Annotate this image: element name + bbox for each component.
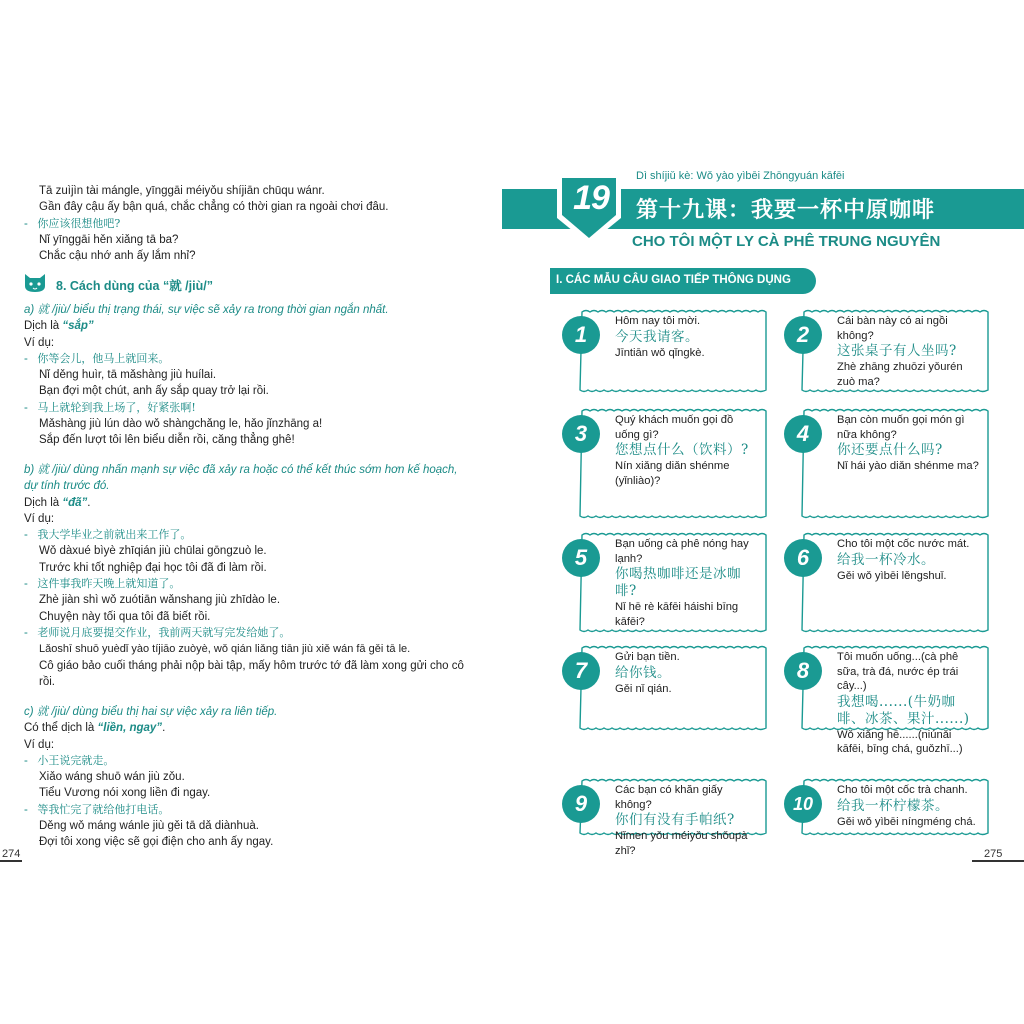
card-text [837, 314, 979, 389]
card-number-badge: 1 [562, 316, 600, 354]
phrase-card-5 [576, 531, 772, 634]
card-vietnamese: Bạn uống cà phê nóng hay lạnh? [615, 538, 749, 565]
example-chinese: 你等会儿，他马上就回来。 [37, 351, 170, 365]
card-text [615, 314, 757, 360]
card-chinese: 你们有没有手帕纸? [615, 812, 735, 828]
card-vietnamese: Quý khách muốn gọi đồ uống gì? [615, 414, 734, 441]
card-text [615, 650, 757, 696]
card-chinese: 给我一杯冷水。 [837, 551, 935, 568]
card-pinyin: Gěi wǒ yìbēi níngméng chá. [837, 815, 976, 828]
phrase-card-9 [574, 777, 772, 857]
section-c: c) 就 /jiù/ dùng biểu thị hai sự việc xảy ra liên tiếp. Có thể dịch là “liền, ngay”. Ví dụ: - 小王说完就走。 Xiǎo wáng shuō wán jiù zǒu. Tiểu Vương nói xong liền đi ngay. - 等我忙完了就给他打电话。 Děng wǒ máng wánle jiù gěi tā dǎ diànhuà. Đợi tôi xong việc sẽ gọi điện cho anh ấy ngay. [24, 704, 464, 851]
card-number-badge: 3 [562, 415, 600, 453]
cat-mascot-icon [22, 270, 48, 294]
phrase-card-8 [796, 644, 994, 755]
card-vietnamese: Các bạn có khăn giấy không? [615, 784, 723, 811]
phrase-card-10 [792, 777, 994, 837]
card-number-badge: 7 [562, 652, 600, 690]
right-page [512, 0, 1024, 1024]
phrase-card-4 [798, 407, 994, 520]
card-pinyin: Nǐmen yǒu méiyǒu shǒupà zhǐ? [615, 830, 748, 857]
lesson-pinyin-title: Dì shíjiǔ kè: Wǒ yào yìbēi Zhōngyuán kāfēi [636, 170, 845, 182]
section-b-heading: b) 就 /jiù/ dùng nhấn mạnh sự việc đã xảy ra hoặc có thể kết thúc sớm hơn kế hoạch, dự tính trước đó. [24, 464, 458, 493]
card-number-badge: 2 [784, 316, 822, 354]
card-vietnamese: Cho tôi một cốc trà chanh. [837, 784, 968, 796]
phrase-card-2 [798, 308, 994, 394]
card-number-badge: 9 [562, 785, 600, 823]
intro-translation-2: Chắc cậu nhớ anh ấy lắm nhỉ? [39, 250, 196, 263]
phrase-card-6 [798, 531, 994, 634]
card-text [615, 413, 757, 488]
lesson-number: 19 [573, 179, 609, 217]
page-rule-left [0, 860, 22, 862]
card-pinyin: Gěi nǐ qián. [615, 682, 672, 695]
card-pinyin: Wǒ xiǎng hē......(niúnǎi kāfēi, bīng chá, guǒzhī...) [837, 728, 963, 755]
card-pinyin: Gěi wǒ yìbēi lěngshuǐ. [837, 569, 947, 582]
card-chinese: 您想点什么（饮料）? [615, 442, 749, 458]
card-chinese: 给你钱。 [615, 664, 671, 681]
card-vietnamese: Tôi muốn uống...(cà phê sữa, trà đá, nước ép trái cây...) [837, 651, 959, 692]
intro-translation: Gần đây cậu ấy bận quá, chắc chẳng có thời gian ra ngoài chơi đâu. [39, 201, 389, 214]
intro-pinyin: Tā zuìjìn tài mánglе, yīnggāi méiyǒu shíjiān chūqu wánr. [39, 185, 325, 197]
card-vietnamese: Cái bàn này có ai ngồi không? [837, 315, 948, 342]
section-tab-title: I. CÁC MẪU CÂU GIAO TIẾP THÔNG DỤNG [556, 274, 791, 286]
page-number-left: 274 [2, 848, 21, 860]
page-rule-right [972, 860, 1024, 862]
card-vietnamese: Cho tôi một cốc nước mát. [837, 538, 970, 550]
card-number-badge: 10 [784, 785, 822, 823]
section-a-heading: a) 就 /jiù/ biểu thị trạng thái, sự việc sẽ xảy ra trong thời gian ngắn nhất. [24, 304, 389, 316]
card-pinyin: Jīntiān wǒ qǐngkè. [615, 346, 705, 359]
card-chinese: 你喝热咖啡还是冰咖啡? [615, 566, 741, 599]
translation-word-da: “đã” [62, 496, 88, 509]
card-vietnamese: Bạn còn muốn gọi món gì nữa không? [837, 414, 965, 441]
section-8-heading [22, 270, 422, 296]
card-chinese: 给我一杯柠檬茶。 [837, 797, 949, 814]
phrase-card-3 [576, 407, 772, 520]
phrase-card-1 [576, 308, 772, 394]
example-chinese: 这件事我昨天晚上就知道了。 [37, 577, 181, 591]
page-number-right: 275 [984, 848, 1003, 860]
example-chinese: 马上就轮到我上场了，好紧张啊! [37, 400, 196, 414]
card-text [615, 537, 757, 629]
card-text [837, 783, 979, 829]
section-c-heading: c) 就 /jiù/ dùng biểu thị hai sự việc xảy ra liên tiếp. [24, 706, 278, 718]
card-pinyin: Nǐ hē rè kāfēi háishi bīng kāfēi? [615, 601, 739, 628]
card-vietnamese: Hôm nay tôi mời. [615, 315, 701, 327]
example-chinese: 老师说月底要提交作业，我前两天就写完发给她了。 [37, 625, 291, 639]
card-text [615, 783, 757, 858]
card-text [837, 650, 979, 757]
phrase-card-7 [576, 644, 772, 732]
example-chinese: 小王说完就走。 [37, 753, 115, 767]
translation-word-sap: “sắp” [62, 320, 94, 333]
card-number-badge: 6 [784, 539, 822, 577]
lesson-vietnamese-title: CHO TÔI MỘT LY CÀ PHÊ TRUNG NGUYÊN [632, 233, 941, 250]
example-chinese: 我大学毕业之前就出来工作了。 [37, 528, 192, 542]
card-vietnamese: Gửi bạn tiền. [615, 651, 680, 663]
card-text [837, 413, 979, 474]
card-chinese: 你还要点什么吗? [837, 442, 943, 458]
card-pinyin: Zhè zhāng zhuōzi yǒurén zuò ma? [837, 361, 963, 388]
intro-block: Tā zuìjìn tài mánglе, yīnggāi méiyǒu shíjiān chūqu wánr. Gần đây cậu ấy bận quá, chắc chẳng có thời gian ra ngoài chơi đâu. - 你应该很想他吧? Nǐ yīnggāi hěn xiǎng tā ba? Chắc cậu nhớ anh ấy lắm nhỉ? [24, 183, 464, 264]
card-chinese: 今天我请客。 [615, 328, 699, 345]
intro-chinese: 你应该很想他吧? [37, 216, 121, 230]
card-pinyin: Nín xiǎng diǎn shénme (yǐnliào)? [615, 460, 730, 487]
section-a: a) 就 /jiù/ biểu thị trạng thái, sự việc sẽ xảy ra trong thời gian ngắn nhất. Dịch là “sắp” Ví dụ: - 你等会儿，他马上就回来。 Nǐ děng huìr, tā mǎshàng jiù huílai. Bạn đợi một chút, anh ấy sắp quay trở lại rồi. - 马上就轮到我上场了，好紧张啊! Mǎshàng jiù lún dào wǒ shàngchǎng le, hǎo jǐnzhāng a! Sắp đến lượt tôi lên biểu diễn rồi, căng thẳng ghê! [24, 302, 464, 449]
card-number-badge: 5 [562, 539, 600, 577]
section-b: b) 就 /jiù/ dùng nhấn mạnh sự việc đã xảy ra hoặc có thể kết thúc sớm hơn kế hoạch, dự tính trước đó. Dịch là “đã”. Ví dụ: - 我大学毕业之前就出来工作了。 Wǒ dàxué bìyè zhīqián jiù chūlai gōngzuò le. Trước khi tốt nghiệp đại học tôi đã đi làm rồi. - 这件事我昨天晚上就知道了。 Zhè jiàn shì wǒ zuótiān wǎnshang jiù zhīdào le. Chuyện này tối qua tôi đã biết rồi. - 老师说月底要提交作业，我前两天就写完发给她了。 Lǎoshī shuō yuèdǐ yào tíjiāo zuòyè, wǒ qián liǎng tiān jiù xiě wán fā gěi tā le. Cô giáo bảo cuối tháng phải nộp bài tập, mấy hôm trước tớ đã làm xong gửi cho cô rồi. [24, 464, 464, 688]
card-chinese: 我想喝......(牛奶咖啡、冰茶、果汁......) [837, 693, 970, 727]
card-number-badge: 4 [784, 415, 822, 453]
card-chinese: 这张桌子有人坐吗? [837, 343, 957, 359]
section-8-title: 8. Cách dùng của “就 /jiù/” [56, 279, 213, 293]
lesson-chinese-title: 第十九课：我要一杯中原咖啡 [636, 198, 936, 223]
intro-pinyin-2: Nǐ yīnggāi hěn xiǎng tā ba? [39, 233, 179, 246]
card-number-badge: 8 [784, 652, 822, 690]
card-pinyin: Nǐ hái yào diǎn shénme ma? [837, 460, 979, 472]
card-text [837, 537, 979, 583]
translation-word-lien-ngay: “liền, ngay” [97, 722, 163, 735]
example-chinese: 等我忙完了就给他打电话。 [37, 802, 170, 816]
